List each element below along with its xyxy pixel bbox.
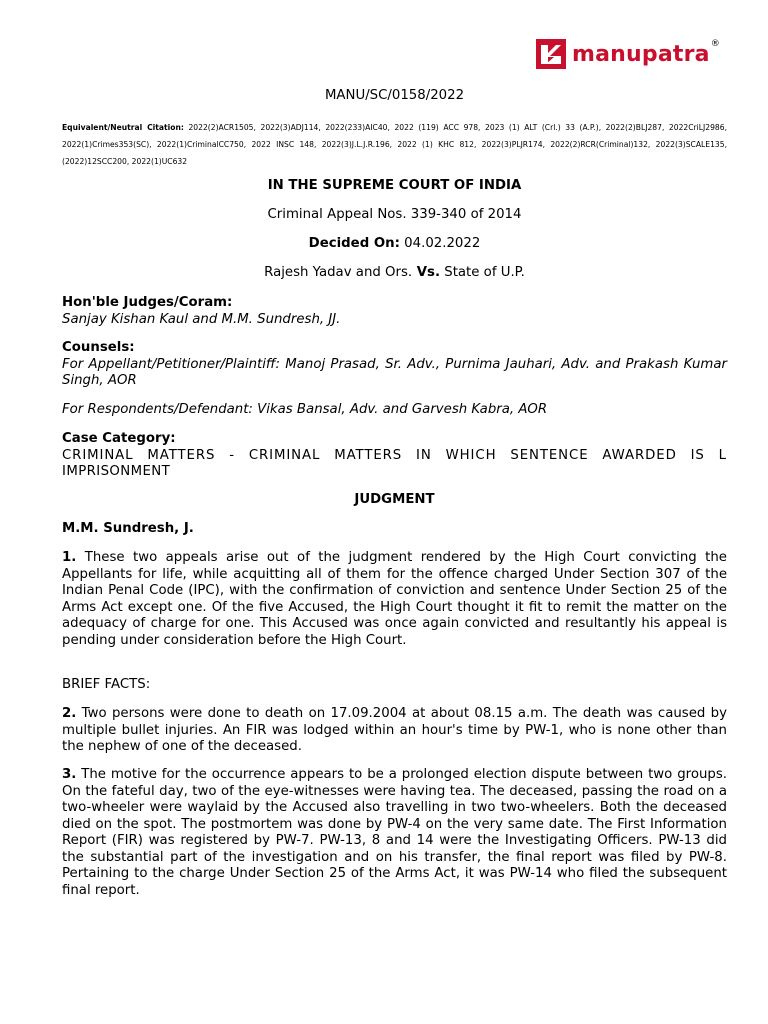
paragraph-text: Two persons were done to death on 17.09.2004 at about 08.15 a.m. The death was caused by multiple bullet injuries. An FIR was lodged within an hour's time by PW-1, who is none other than the nephew of one of the deceased. xyxy=(62,706,727,754)
judgment-author: M.M. Sundresh, J. xyxy=(62,521,194,536)
manu-citation-id: MANU/SC/0158/2022 xyxy=(324,88,465,103)
appellant-counsel: For Appellant/Petitioner/Plaintiff: Manoj Prasad, Sr. Adv., Purnima Jauhari, Adv. and Prakash Kumar Singh, AOR xyxy=(62,356,727,388)
category-heading: Case Category: xyxy=(62,431,176,446)
category-line-2: IMPRISONMENT xyxy=(62,464,171,479)
case-category-section xyxy=(62,431,727,481)
judges-heading: Hon'ble Judges/Coram: xyxy=(62,295,233,310)
decided-on xyxy=(62,236,727,251)
category-line-1: CRIMINAL MATTERS - CRIMINAL MATTERS IN WHICH SENTENCE AWARDED IS L xyxy=(62,447,727,463)
judges-section xyxy=(62,295,727,328)
decided-label: Decided On: xyxy=(308,236,400,251)
paragraph-1 xyxy=(62,550,727,649)
appellant-name: Rajesh Yadav and Ors. xyxy=(264,265,413,280)
citation-label: Equivalent/Neutral Citation: xyxy=(62,123,184,132)
judges-names: Sanjay Kishan Kaul and M.M. Sundresh, JJ. xyxy=(62,311,341,327)
paragraph-2 xyxy=(62,706,727,756)
respondent-name: State of U.P. xyxy=(440,265,525,280)
paragraph-text: The motive for the occurrence appears to be a prolonged election dispute between two groups. On the fateful day, two of the eye-witnesses were having tea. The deceased, passing the road on a two-wheeler were waylaid by the Accused also travelling in two two-wheelers. Both the deceased died on the spot. The postmortem was done by PW-4 on the very same date. The First Information Report (FIR) was registered by PW-7. PW-13, 8 and 14 were the Investigating Officers. PW-13 did the substantial part of the investigation and on his transfer, the final report was filed by PW-8. Pertaining to the charge Under Section 25 of the Arms Act, it was PW-14 who filed the subsequent final report. xyxy=(62,767,727,898)
registered-mark: ® xyxy=(710,39,720,49)
respondent-counsel: For Respondents/Defendant: Vikas Bansal, Adv. and Garvesh Kabra, AOR xyxy=(62,402,548,417)
court-name: IN THE SUPREME COURT OF INDIA xyxy=(267,178,522,193)
decided-date: 04.02.2022 xyxy=(399,236,481,251)
counsels-heading: Counsels: xyxy=(62,340,135,355)
counsels-section xyxy=(62,340,727,390)
citation-text: 2022(2)ACR1505, 2022(3)ADJ114, 2022(233)AIC40, 2022 (119) ACC 978, 2023 (1) ALT (Crl.) 33 (A.P.), 2022(2)BLJ287, 2022CriLJ2986, 2022(1)Crimes353(SC), 2022(1)CriminalCC750, 2022 INSC 148, 2022(3)J.L.J.R.196, 2022 (1) KHC 812, 2022(3)PLJR174, 2022(2)RCR(Criminal)132, 2022(3)SCALE135, (2022)12SCC200, 2022(1)UC632 xyxy=(62,123,727,166)
case-parties xyxy=(62,265,727,280)
brief-facts-heading: BRIEF FACTS: xyxy=(62,677,151,692)
paragraph-3 xyxy=(62,767,727,899)
appeal-number: Criminal Appeal Nos. 339-340 of 2014 xyxy=(267,207,522,222)
paragraph-number: 3. xyxy=(62,767,77,782)
paragraph-text: These two appeals arise out of the judgment rendered by the High Court convicting the Appellants for life, while acquitting all of them for the offence charged Under Section 307 of the Indian Penal Code (IPC), with the confirmation of conviction and sentence Under Section 25 of the Arms Act except one. Of the five Accused, the High Court thought it fit to remit the matter on the adequacy of charge for one. This Accused was once again convicted and resultantly his appeal is pending under consideration before the High Court. xyxy=(62,550,727,648)
judgment-title: JUDGMENT xyxy=(354,492,435,507)
paragraph-number: 2. xyxy=(62,706,77,721)
manupatra-logo-icon xyxy=(536,39,566,69)
versus-label: Vs. xyxy=(412,265,441,280)
equivalent-citation xyxy=(62,119,727,170)
logo-text: manupatra xyxy=(572,41,710,67)
paragraph-number: 1. xyxy=(62,550,77,565)
manupatra-logo xyxy=(536,37,720,71)
